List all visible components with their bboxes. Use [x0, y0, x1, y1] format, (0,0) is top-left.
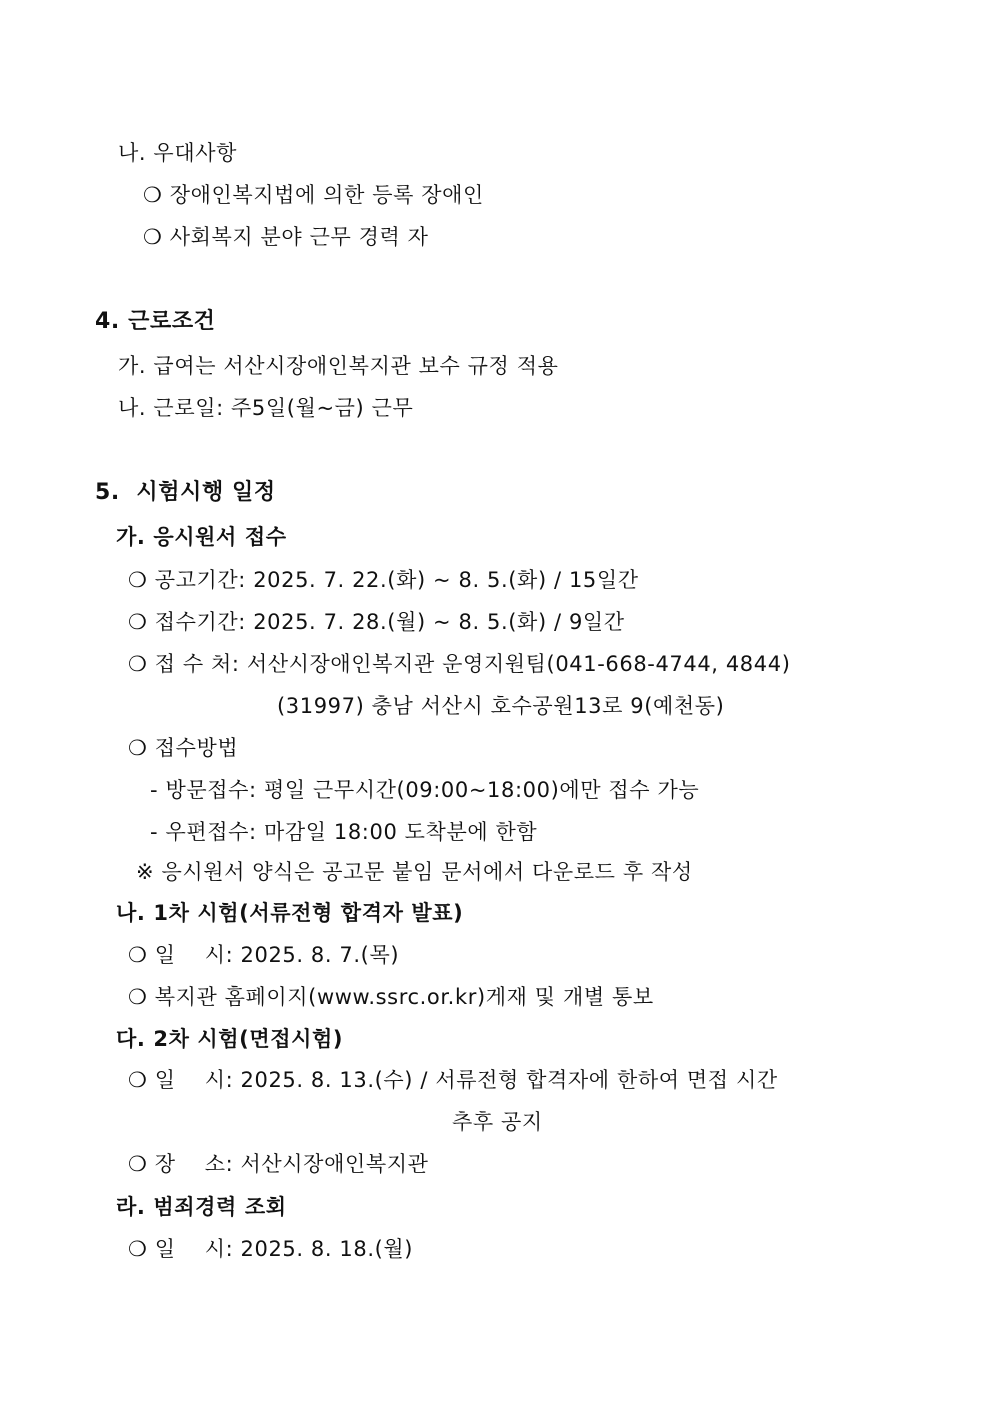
receive-place: ❍ 접 수 처: 서산시장애인복지관 운영지원팀(041-668-4744, 4844) — [128, 652, 791, 676]
preference-item-experience: ❍ 사회복지 분야 근무 경력 자 — [143, 225, 429, 249]
first-exam-notice: ❍ 복지관 홈페이지(www.ssrc.or.kr)게재 및 개별 통보 — [128, 985, 654, 1009]
announce-period: ❍ 공고기간: 2025. 7. 22.(화) ~ 8. 5.(화) / 15일간 — [128, 568, 639, 592]
second-exam-date: ❍ 일 시: 2025. 8. 13.(수) / 서류전형 합격자에 한하여 면접 시간 — [128, 1068, 778, 1092]
section-4-workdays: 나. 근로일: 주5일(월~금) 근무 — [118, 396, 414, 420]
method-mail: - 우편접수: 마감일 18:00 도착분에 한함 — [150, 820, 538, 844]
second-exam-place: ❍ 장 소: 서산시장애인복지관 — [128, 1152, 429, 1176]
criminal-record-heading: 라. 범죄경력 조회 — [116, 1195, 287, 1219]
application-heading: 가. 응시원서 접수 — [116, 525, 287, 549]
first-exam-date: ❍ 일 시: 2025. 8. 7.(목) — [128, 943, 400, 967]
application-form-note: ※ 응시원서 양식은 공고문 붙임 문서에서 다운로드 후 작성 — [136, 860, 693, 884]
first-exam-heading: 나. 1차 시험(서류전형 합격자 발표) — [116, 901, 464, 925]
preference-item-disabled: ❍ 장애인복지법에 의한 등록 장애인 — [143, 183, 484, 207]
section-4-salary: 가. 급여는 서산시장애인복지관 보수 규정 적용 — [118, 354, 559, 378]
receive-method: ❍ 접수방법 — [128, 736, 239, 760]
method-visit: - 방문접수: 평일 근무시간(09:00~18:00)에만 접수 가능 — [150, 778, 700, 802]
section-4-title: 4. 근로조건 — [95, 309, 216, 334]
criminal-record-date: ❍ 일 시: 2025. 8. 18.(월) — [128, 1237, 414, 1261]
receive-address: (31997) 충남 서산시 호수공원13로 9(예천동) — [277, 694, 725, 718]
second-exam-date-cont: 추후 공지 — [452, 1110, 543, 1134]
second-exam-heading: 다. 2차 시험(면접시험) — [116, 1027, 344, 1051]
preference-heading: 나. 우대사항 — [118, 141, 237, 165]
section-5-title: 5. 시험시행 일정 — [95, 480, 276, 505]
receive-period: ❍ 접수기간: 2025. 7. 28.(월) ~ 8. 5.(화) / 9일간 — [128, 610, 625, 634]
